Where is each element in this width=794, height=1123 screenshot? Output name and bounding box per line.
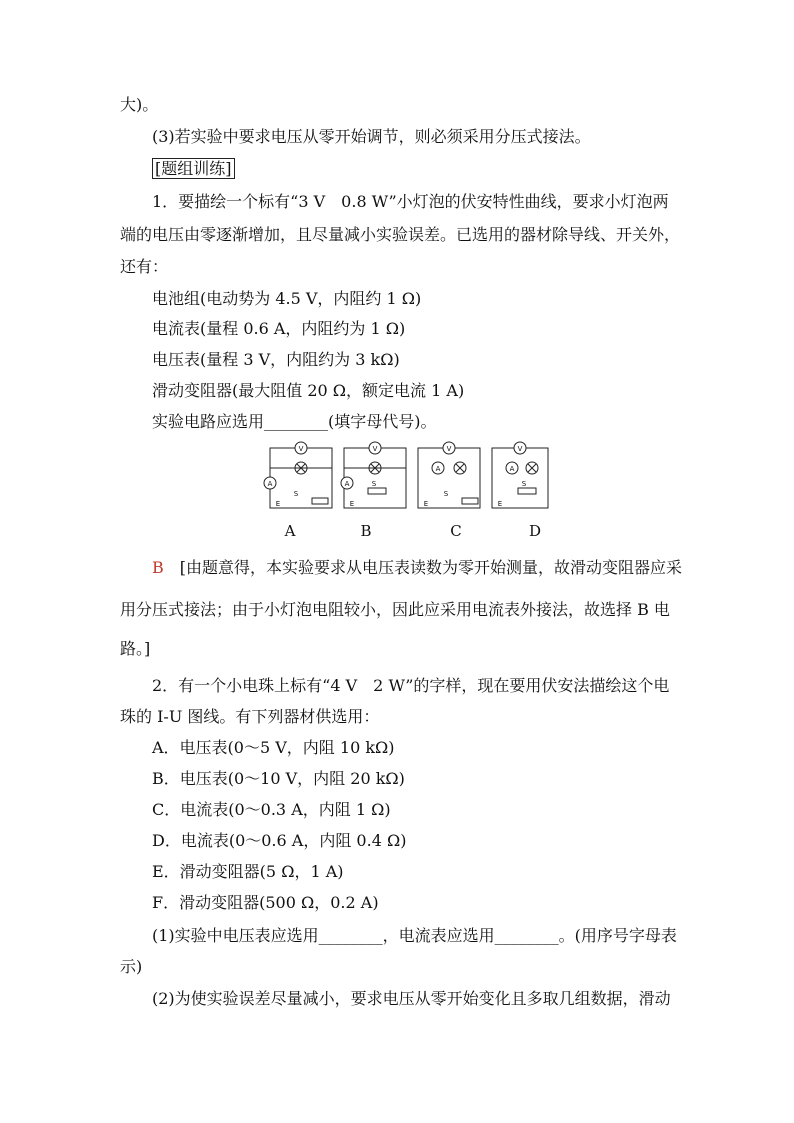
battery-symbol: E <box>423 500 429 508</box>
circuit-label-c: C <box>450 522 462 540</box>
answer-text: 路。] <box>120 639 151 658</box>
switch-symbol: S <box>521 480 527 488</box>
switch-symbol: S <box>293 490 299 498</box>
equipment-item: 滑动变阻器(最大阻值 20 Ω，额定电流 1 A) <box>152 381 465 400</box>
circuit-label-b: B <box>360 522 372 540</box>
text-line: 1．要描绘一个标有“3 V 0.8 W”小灯泡的伏安特性曲线，要求小灯泡两 <box>152 192 669 211</box>
ammeter-symbol: A <box>267 480 273 488</box>
switch-symbol: S <box>443 490 449 498</box>
answer-text: 用分压式接法；由于小灯泡电阻较小，因此应采用电流表外接法，故选择 B 电 <box>120 600 670 619</box>
ammeter-symbol: A <box>509 465 515 473</box>
circuit-label-d: D <box>528 522 542 540</box>
voltmeter-symbol: V <box>298 445 304 453</box>
text-line: 珠的 I-U 图线。有下列器材供选用： <box>120 707 380 726</box>
switch-symbol: S <box>371 480 377 488</box>
text-line: 还有： <box>120 257 169 276</box>
ammeter-symbol: A <box>435 465 441 473</box>
option-item: D．电流表(0～0.6 A，内阻 0.4 Ω) <box>152 831 407 850</box>
text-line: 端的电压由零逐渐增加，且尽量减小实验误差。已选用的器材除导线、开关外， <box>120 225 681 244</box>
text-line: 2．有一个小电珠上标有“4 V 2 W”的字样，现在要用伏安法描绘这个电 <box>152 676 670 695</box>
answer-line <box>152 557 682 579</box>
answer-text: [由题意得，本实验要求从电压表读数为零开始测量，故滑动变阻器应采 <box>179 558 683 577</box>
battery-symbol: E <box>349 500 355 508</box>
equipment-item: 电流表(量程 0.6 A，内阻约为 1 Ω) <box>152 319 406 338</box>
question-prompt: 实验电路应选用________(填字母代号)。 <box>152 412 437 431</box>
option-item: B．电压表(0～10 V，内阻 20 kΩ) <box>152 769 405 788</box>
voltmeter-symbol: V <box>517 445 523 453</box>
tag-label: [题组训练] <box>152 158 235 179</box>
option-item: A．电压表(0～5 V，内阻 10 kΩ) <box>152 738 395 757</box>
text-line: 示) <box>120 957 143 976</box>
text-line: 大)。 <box>120 95 159 114</box>
equipment-item: 电池组(电动势为 4.5 V，内阻约 1 Ω) <box>152 289 422 308</box>
circuit-diagrams <box>262 440 552 520</box>
option-item: E．滑动变阻器(5 Ω，1 A) <box>152 862 344 881</box>
equipment-item: 电压表(量程 3 V，内阻约为 3 kΩ) <box>152 350 400 369</box>
option-item: F．滑动变阻器(500 Ω，0.2 A) <box>152 893 379 912</box>
text-line: (3)若实验中要求电压从零开始调节，则必须采用分压式接法。 <box>152 127 591 146</box>
text-line: (1)实验中电压表应选用________，电流表应选用________。(用序号字母表 <box>152 926 677 945</box>
section-tag <box>152 158 235 180</box>
battery-symbol: E <box>275 500 281 508</box>
answer-letter: B <box>152 558 164 577</box>
option-item: C．电流表(0～0.3 A，内阻 1 Ω) <box>152 800 391 819</box>
circuit-label-a: A <box>284 522 296 540</box>
text-line: (2)为使实验误差尽量减小，要求电压从零开始变化且多取几组数据，滑动 <box>152 989 671 1008</box>
battery-symbol: E <box>497 500 503 508</box>
voltmeter-symbol: V <box>372 445 378 453</box>
voltmeter-symbol: V <box>446 445 452 453</box>
ammeter-symbol: A <box>344 480 350 488</box>
